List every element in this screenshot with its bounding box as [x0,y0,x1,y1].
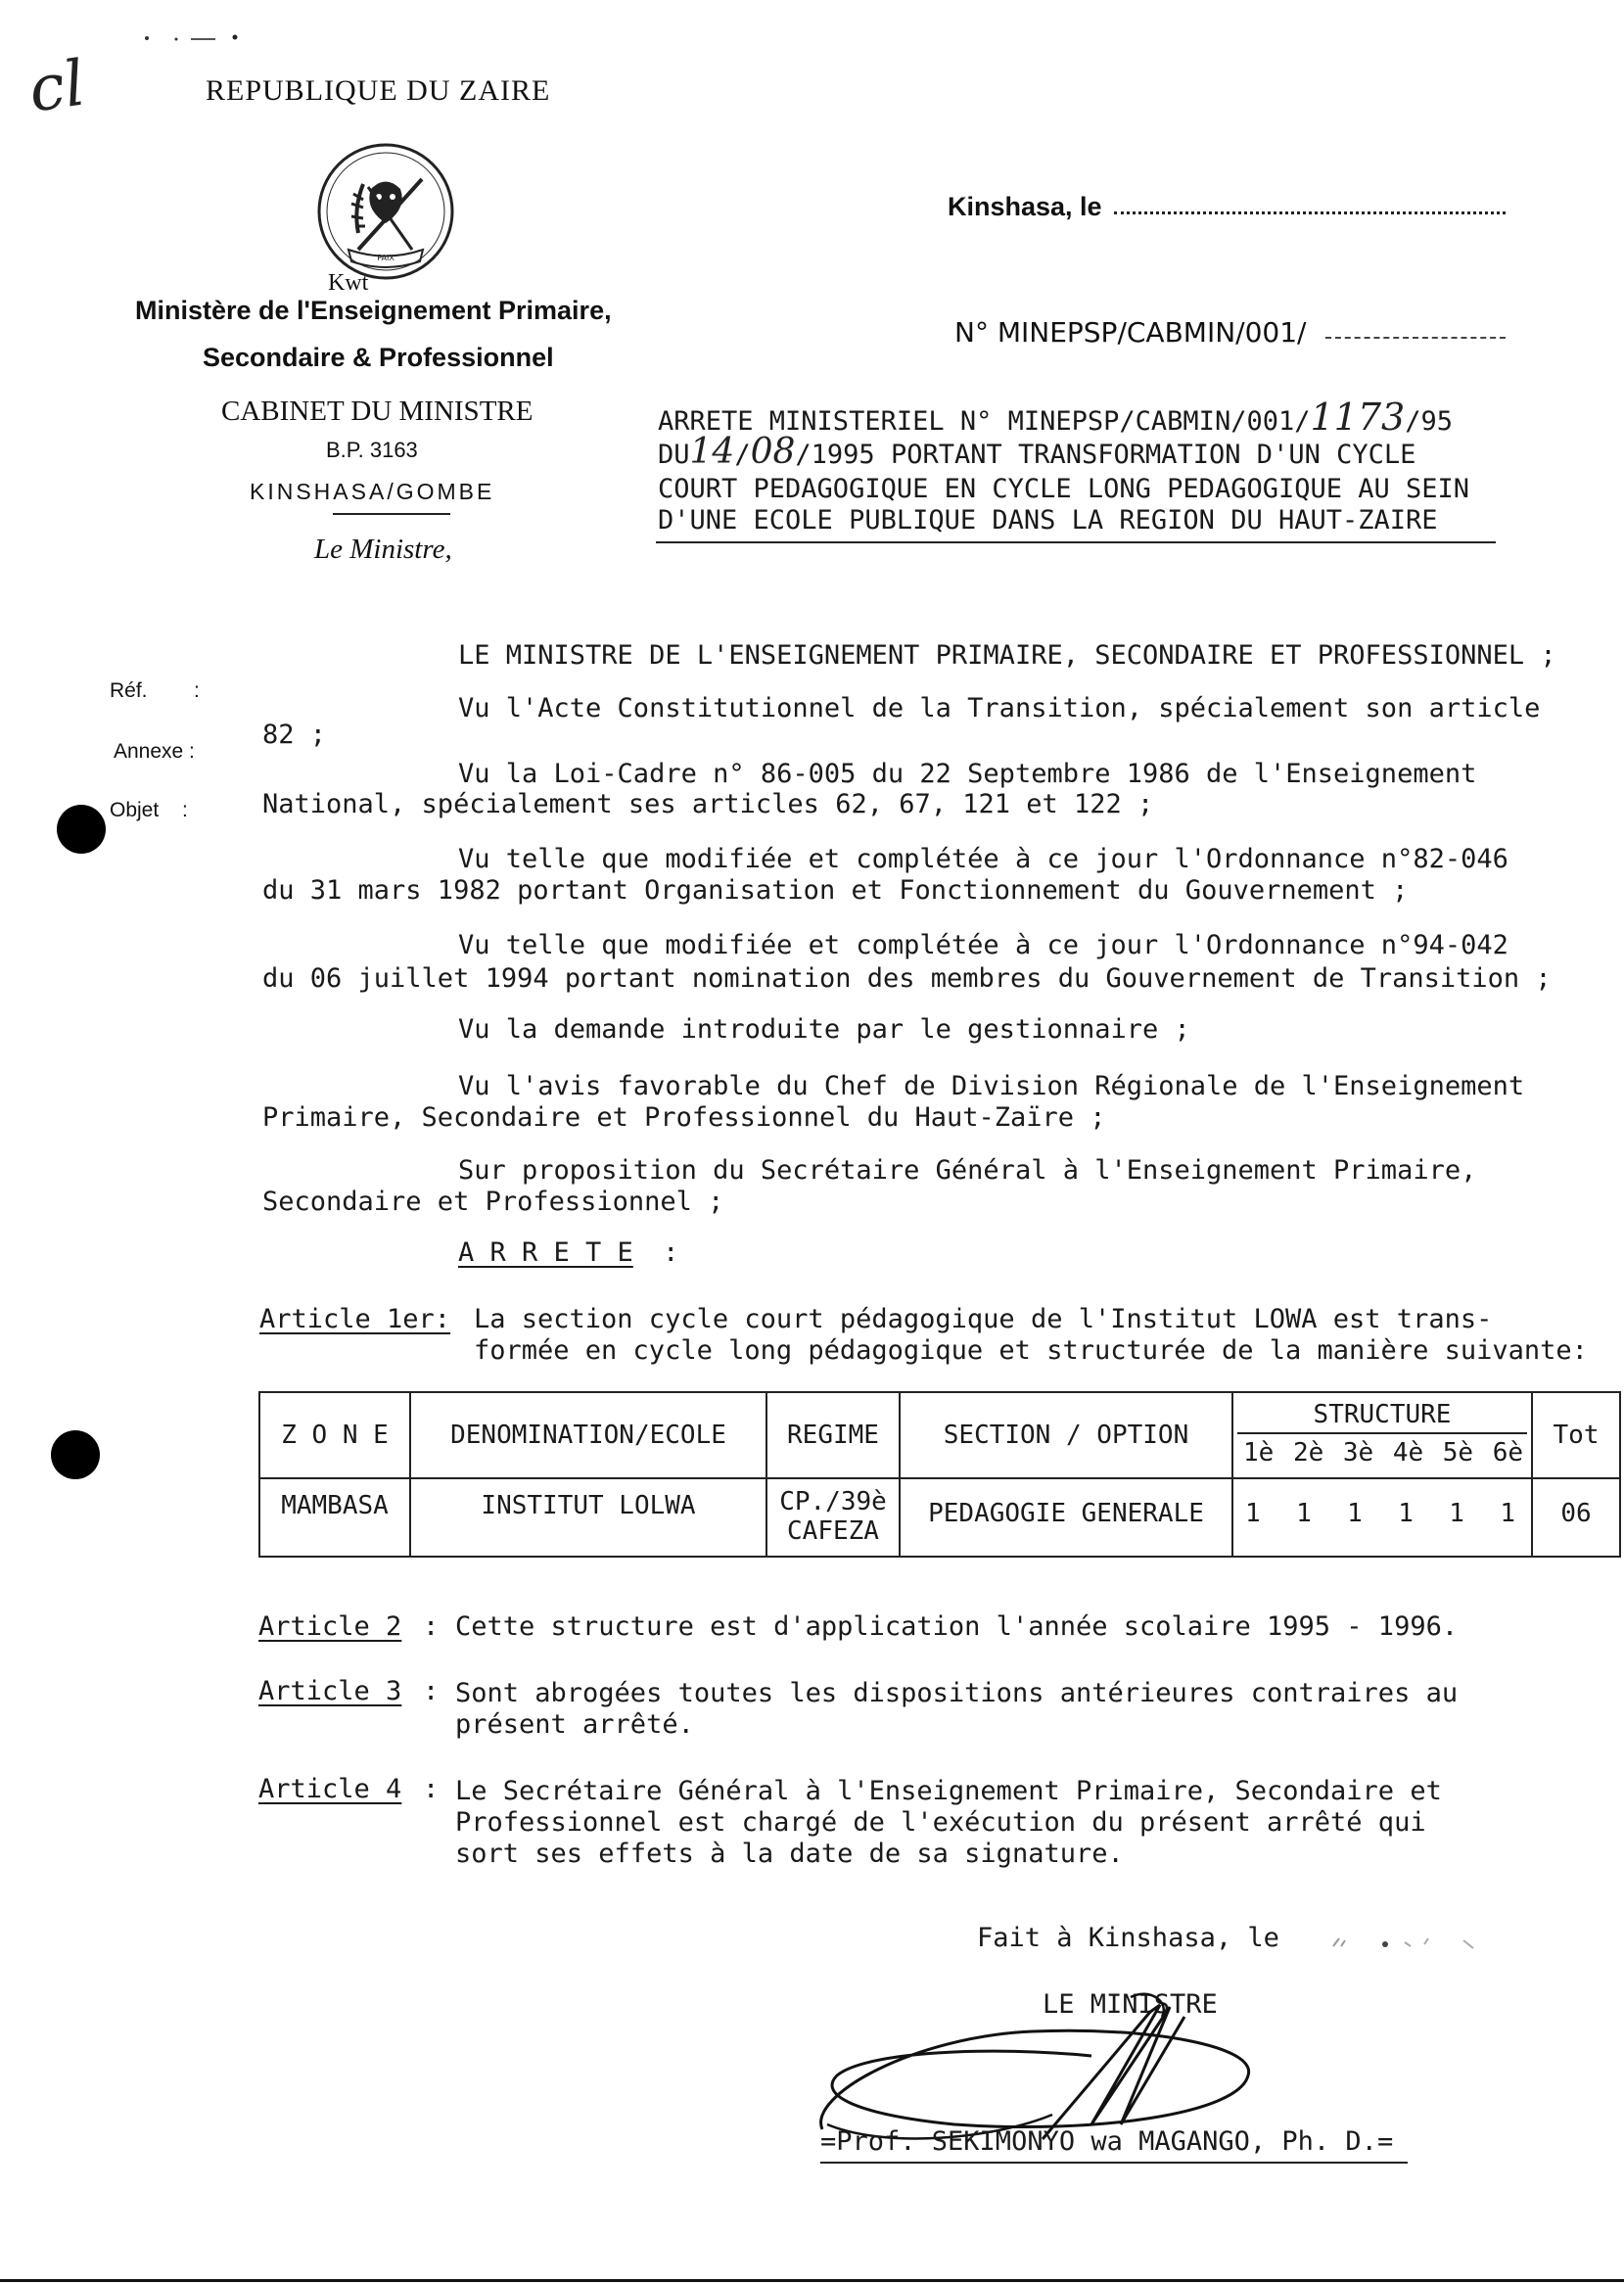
title-line-2-prefix: DU [658,440,690,470]
minister-heading: LE MINISTRE DE L'ENSEIGNEMENT PRIMAIRE, SECONDAIRE ET PROFESSIONNEL ; [458,640,1556,671]
article-3-text-line-1: Sont abrogées toutes les dispositions antérieures contraires au [455,1678,1459,1708]
handwritten-decree-number: 1173 [1310,396,1406,439]
republic-title: REPUBLIQUE DU ZAIRE [206,74,551,107]
title-line-1-prefix: ARRETE MINISTERIEL N° MINEPSP/CABMIN/001/ [658,406,1311,437]
article-1-text-line-2: formée en cycle long pédagogique et structurée de la manière suivante: [474,1335,1588,1366]
structure-counts [1239,1499,1525,1528]
vu-acte-line-1: Vu l'Acte Constitutionnel de la Transition, spécialement son article [458,693,1541,723]
ref-colon: : [194,679,200,702]
cell-regime [766,1478,900,1557]
header-regime-text: REGIME [787,1421,879,1450]
le-ministre-header: Le Ministre, [314,534,452,565]
count-year-5: 1 [1449,1499,1464,1528]
article-4-colon: : [423,1774,440,1804]
title-line-4: D'UNE ECOLE PUBLIQUE DANS LA REGION DU HAUT-ZAIRE [658,505,1438,536]
po-box: B.P. 3163 [326,438,418,462]
faint-date-marks [1331,1933,1508,1952]
vu-demande: Vu la demande introduite par le gestionnaire ; [458,1014,1190,1045]
city: KINSHASA/GOMBE [250,479,495,504]
article-1-text-line-1: La section cycle court pédagogique de l'Institut LOWA est trans- [474,1304,1493,1334]
header-denomination [410,1392,766,1478]
title-line-3: COURT PEDAGOGIQUE EN CYCLE LONG PEDAGOGIQUE AU SEIN [658,474,1470,504]
national-emblem [314,140,457,283]
header-structure [1232,1392,1532,1478]
emblem-label: Kwt [328,270,369,296]
article-2-label: Article 2 [258,1611,402,1642]
cell-regime-line-1: CP./39è [779,1487,887,1516]
reference-number-blank [1325,337,1506,339]
cell-tot-text: 06 [1560,1499,1592,1528]
ministry-line-1: Ministère de l'Enseignement Primaire, [135,296,612,325]
header-tot-text: Tot [1553,1421,1600,1450]
cell-structure [1232,1478,1532,1557]
punch-hole-middle [51,1430,100,1479]
header-zone-text: Z O N E [281,1421,389,1450]
year-2: 2è [1292,1438,1324,1468]
header-tot [1532,1392,1620,1478]
vu-avis-line-2: Primaire, Secondaire et Professionnel du Haut-Zaïre ; [262,1102,1106,1133]
title-line-1-suffix: /95 [1405,406,1453,437]
count-year-6: 1 [1500,1499,1515,1528]
header-denomination-text: DENOMINATION/ECOLE [450,1421,726,1450]
cell-regime-line-2: CAFEZA [787,1516,879,1546]
article-4-text-line-2: Professionnel est chargé de l'exécution du présent arrêté qui [455,1807,1426,1838]
title-line-2-suffix: /1995 PORTANT TRANSFORMATION D'UN CYCLE [795,440,1416,470]
annexe-label: Annexe : [114,740,195,763]
vu-ordonnance-2-line-1: Vu telle que modifiée et complétée à ce jour l'Ordonnance n°94-042 [458,930,1508,960]
arrete-word: A R R E T E [458,1237,633,1268]
objet-label: Objet [110,799,160,821]
article-4-text-line-3: sort ses effets à la date de sa signature. [455,1839,1124,1869]
count-year-4: 1 [1398,1499,1414,1528]
signatory-name: =Prof. SEKIMONYO wa MAGANGO, Ph. D.= [820,2126,1394,2157]
punch-hole-top [57,805,106,854]
vu-ordonnance-2-line-2: du 06 juillet 1994 portant nomination des membres du Gouvernement de Transition ; [262,963,1552,994]
objet-colon: : [182,799,188,821]
count-year-3: 1 [1347,1499,1363,1528]
vu-ordonnance-1-line-1: Vu telle que modifiée et complétée à ce jour l'Ordonnance n°82-046 [458,844,1508,874]
vu-loi-line-2: National, spécialement ses articles 62, 67, 121 et 122 ; [262,789,1154,819]
fait-a-kinshasa: Fait à Kinshasa, le [977,1923,1279,1953]
title-line-2 [658,432,1416,472]
title-line-2-separator: / [734,440,751,470]
cell-zone-text: MAMBASA [281,1491,389,1520]
structure-years [1233,1434,1531,1468]
bottom-scan-line [0,2279,1624,2282]
reference-number-text: N° MINEPSP/CABMIN/001/ [954,316,1307,349]
article-4-text-line-1: Le Secrétaire Général à l'Enseignement Primaire, Secondaire et [455,1776,1442,1806]
header-section-text: SECTION / OPTION [943,1421,1189,1450]
header-zone [259,1392,410,1478]
vu-avis-line-1: Vu l'avis favorable du Chef de Division Régionale de l'Enseignement [458,1071,1525,1101]
handwritten-month: 08 [750,432,796,472]
structure-table [258,1391,1621,1558]
city-rule [333,513,450,515]
sur-proposition-line-2: Secondaire et Professionnel ; [262,1187,724,1217]
year-1: 1è [1243,1438,1275,1468]
article-3-label: Article 3 [258,1676,402,1706]
sur-proposition-line-1: Sur proposition du Secrétaire Général à l'Enseignement Primaire, [458,1155,1477,1186]
vu-ordonnance-1-line-2: du 31 mars 1982 portant Organisation et Fonctionnement du Gouvernement ; [262,875,1409,906]
kinshasa-date-label: Kinshasa, le [948,192,1102,221]
article-1-label: Article 1er: [259,1304,451,1334]
minister-signature [798,1978,1268,2144]
handwritten-day: 14 [689,432,735,472]
article-2-text: Cette structure est d'application l'année scolaire 1995 - 1996. [455,1611,1459,1642]
cell-tot [1532,1478,1620,1557]
le-ministre-closing: LE MINISTRE [1043,1989,1218,2020]
cell-section [900,1478,1232,1557]
cell-denomination [410,1478,766,1557]
vu-loi-line-1: Vu la Loi-Cadre n° 86-005 du 22 Septembre 1986 de l'Enseignement [458,759,1477,789]
svg-text:PAIX: PAIX [377,254,394,262]
year-5: 5è [1442,1438,1474,1468]
date-blank [1114,211,1506,214]
arrete-colon: : [663,1237,679,1268]
arrete-heading [458,1237,678,1269]
article-2-colon: : [423,1611,440,1642]
count-year-1: 1 [1245,1499,1261,1528]
cabinet-title: CABINET DU MINISTRE [221,396,534,427]
article-3-colon: : [423,1676,440,1706]
signatory-underline [820,2162,1408,2164]
year-6: 6è [1492,1438,1523,1468]
title-underline [656,541,1496,543]
ministry-line-2: Secondaire & Professionnel [203,343,554,372]
scan-specks [137,27,245,37]
cell-section-text: PEDAGOGIE GENERALE [928,1499,1204,1528]
ref-label: Réf. [110,679,148,702]
reference-number [954,316,1306,349]
header-structure-text: STRUCTURE [1237,1393,1527,1434]
count-year-2: 1 [1296,1499,1312,1528]
year-4: 4è [1392,1438,1424,1468]
vu-acte-line-2: 82 ; [262,720,327,750]
article-3-text-line-2: présent arrêté. [455,1709,694,1740]
margin-handwritten-mark: cl [24,47,90,127]
table-row [259,1478,1620,1557]
header-regime [766,1392,900,1478]
cell-denomination-text: INSTITUT LOLWA [481,1491,696,1520]
cell-zone [259,1478,410,1557]
header-section [900,1392,1232,1478]
year-3: 3è [1342,1438,1374,1468]
article-4-label: Article 4 [258,1774,402,1804]
